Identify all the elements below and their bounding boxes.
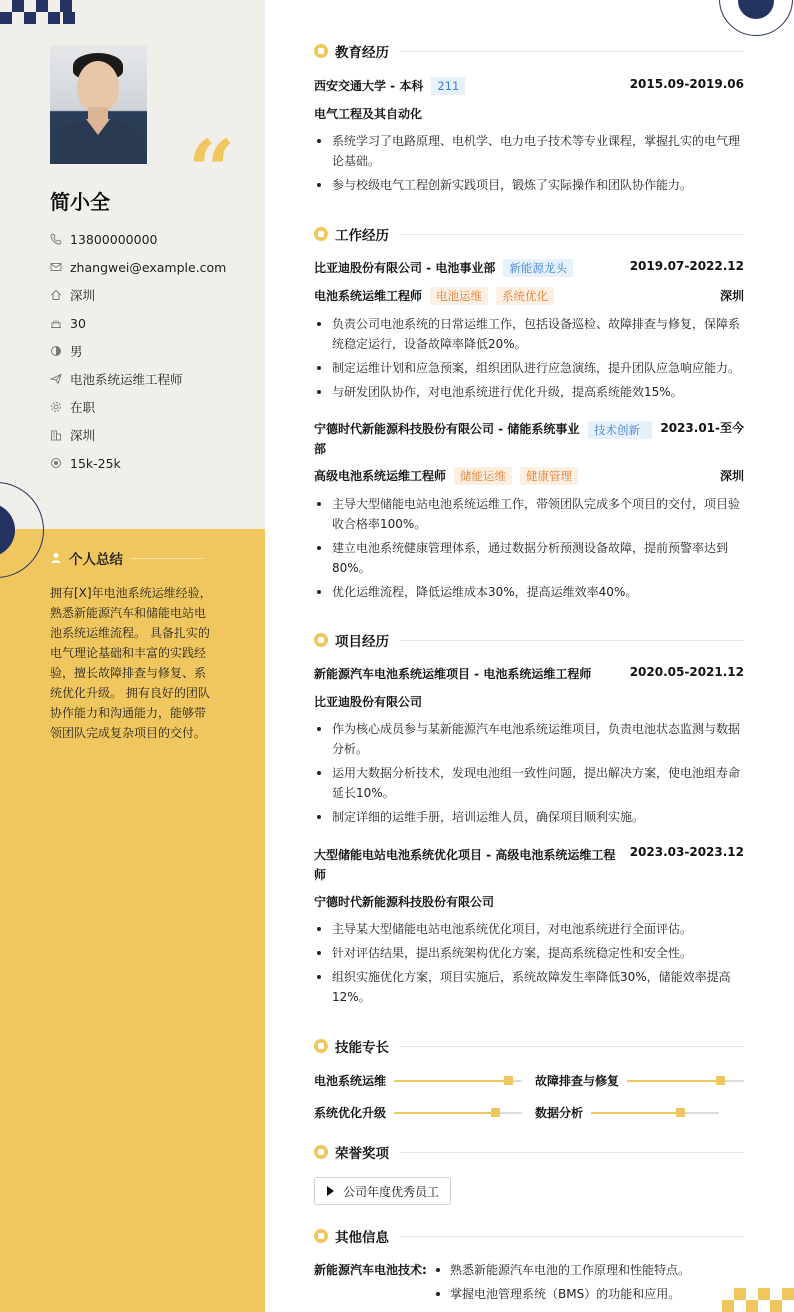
education-row <box>314 77 744 95</box>
checker-pattern-decoration-bottom <box>722 1288 794 1312</box>
summary-divider <box>131 558 203 559</box>
contact-phone-value: 13800000000 <box>70 231 158 247</box>
contact-position-value: 电池系统运维工程师 <box>70 372 183 387</box>
education-section-header <box>314 41 744 61</box>
other-bullets <box>434 1260 690 1308</box>
list-item: 优化运维流程，降低运维成本30%，提高运维效率40%。 <box>314 582 744 602</box>
education-major <box>314 105 744 122</box>
list-item: 熟悉新能源汽车电池的工作原理和性能特点。 <box>434 1260 690 1280</box>
skill-item <box>314 1072 522 1089</box>
summary-title: 个人总结 <box>69 552 123 568</box>
contact-location <box>50 281 226 309</box>
other-title: 其他信息 <box>335 1230 389 1246</box>
phone-icon <box>50 233 62 245</box>
age-icon <box>50 317 62 329</box>
projects-icon <box>314 633 328 647</box>
projects-title: 项目经历 <box>335 634 389 650</box>
contact-phone <box>50 225 226 253</box>
contact-gender-value: 男 <box>70 344 83 359</box>
send-icon <box>50 373 62 385</box>
job-1-date: 2019.07-2022.12 <box>629 259 744 273</box>
checker-pattern-decoration <box>0 0 75 24</box>
user-icon <box>50 552 62 564</box>
contact-salary-value: 15k-25k <box>70 455 121 471</box>
job-2-company: 宁德时代新能源科技股份有限公司 - 储能系统事业部 <box>314 422 580 456</box>
list-item: 主导大型储能电站电池系统运维工作，带领团队完成多个项目的交付，项目验收合格率100%。 <box>314 494 744 534</box>
contact-age <box>50 309 226 337</box>
skill-bar <box>591 1112 719 1114</box>
list-item: 针对评估结果，提出系统架构优化方案，提高系统稳定性和安全性。 <box>314 943 744 963</box>
project-1-org: 比亚迪股份有限公司 <box>314 695 423 709</box>
contact-list <box>50 225 226 477</box>
other-icon <box>314 1229 328 1243</box>
list-item: 运用大数据分析技术，发现电池组一致性问题，提出解决方案，使电池组寿命延长10%。 <box>314 763 744 803</box>
contact-status-value: 在职 <box>70 400 96 415</box>
quote-mark-decoration: “ <box>188 123 236 219</box>
job-1-city: 深圳 <box>719 289 744 303</box>
job-1-skill-tag: 系统优化 <box>496 287 554 305</box>
project-1-date: 2020.05-2021.12 <box>629 665 744 679</box>
job-2-header <box>314 419 744 459</box>
job-2-date: 2023.01-至今 <box>660 421 744 435</box>
education-icon <box>314 44 328 58</box>
mail-icon <box>50 261 62 273</box>
skills-section-header <box>314 1036 744 1056</box>
skill-item <box>535 1104 719 1121</box>
job-1-role-row <box>314 287 744 305</box>
award-badge <box>314 1177 451 1205</box>
honors-icon <box>314 1145 328 1159</box>
skill-item <box>314 1104 522 1121</box>
summary-heading <box>50 548 203 568</box>
list-item: 掌握电池管理系统（BMS）的功能和应用。 <box>434 1284 690 1304</box>
project-1-name: 新能源汽车电池系统运维项目 - 电池系统运维工程师 <box>314 667 592 681</box>
skill-name: 故障排查与修复 <box>535 1074 620 1088</box>
project-1-bullets <box>314 719 744 831</box>
job-2-tag: 技术创新 <box>588 421 652 439</box>
list-item: 主导某大型储能电站电池系统优化项目，对电池系统进行全面评估。 <box>314 919 744 939</box>
work-icon <box>314 227 328 241</box>
gender-icon <box>50 345 62 357</box>
home-icon <box>50 289 62 301</box>
status-icon <box>50 401 62 413</box>
skill-name: 系统优化升级 <box>314 1106 387 1120</box>
job-2-city: 深圳 <box>719 469 744 483</box>
contact-salary <box>50 449 226 477</box>
contact-email <box>50 253 226 281</box>
project-2-org: 宁德时代新能源科技股份有限公司 <box>314 895 495 909</box>
avatar-photo <box>50 45 147 164</box>
contact-gender <box>50 337 226 365</box>
project-2-org-row <box>314 893 744 910</box>
skills-title: 技能专长 <box>335 1040 389 1056</box>
job-2-skill-tag: 储能运维 <box>454 467 512 485</box>
job-2-bullets <box>314 494 744 606</box>
list-item: 组织实施优化方案，项目实施后，系统故障发生率降低30%，储能效率提高12%。 <box>314 967 744 1007</box>
job-2-skill-tag: 健康管理 <box>520 467 578 485</box>
skill-name: 电池系统运维 <box>314 1074 387 1088</box>
play-icon <box>327 1186 334 1196</box>
skill-item <box>535 1072 744 1089</box>
award-name: 公司年度优秀员工 <box>343 1184 440 1199</box>
salary-icon <box>50 457 62 469</box>
job-1-header <box>314 259 744 277</box>
project-2-name: 大型储能电站电池系统优化项目 - 高级电池系统运维工程师 <box>314 848 616 882</box>
job-2-role: 高级电池系统运维工程师 <box>314 469 447 483</box>
contact-position <box>50 365 226 393</box>
project-2-date: 2023.03-2023.12 <box>629 845 744 859</box>
work-title: 工作经历 <box>335 228 389 244</box>
list-item: 参与校级电气工程创新实践项目，锻炼了实际操作和团队协作能力。 <box>314 175 744 195</box>
sidebar <box>0 0 265 1312</box>
contact-age-value: 30 <box>70 315 86 331</box>
circle-decoration-right <box>719 0 793 36</box>
list-item: 系统学习了电路原理、电机学、电力电子技术等专业课程，掌握扎实的电气理论基础。 <box>314 131 744 171</box>
job-1-tag: 新能源龙头 <box>503 259 573 277</box>
education-tag: 211 <box>431 77 465 95</box>
job-1-skill-tag: 电池运维 <box>430 287 488 305</box>
education-major-text: 电气工程及其自动化 <box>314 107 423 121</box>
contact-city-value: 深圳 <box>70 428 96 443</box>
education-date: 2015.09-2019.06 <box>629 77 744 91</box>
list-item: 与研发团队协作，对电池系统进行优化升级，提高系统能效15%。 <box>314 382 744 402</box>
honors-section-header <box>314 1142 744 1162</box>
skill-name: 数据分析 <box>535 1106 584 1120</box>
list-item: 制定运维计划和应急预案，组织团队进行应急演练，提升团队应急响应能力。 <box>314 358 744 378</box>
education-title: 教育经历 <box>335 45 389 61</box>
projects-section-header <box>314 630 744 650</box>
project-1-org-row <box>314 693 744 710</box>
summary-text: 拥有[X]年电池系统运维经验，熟悉新能源汽车和储能电站电池系统运维流程。 具备扎实的电气理论基础和丰富的实践经验，擅长故障排查与修复、系统优化升级。 拥有良好的团队协作能力和沟通能力，能够带领团队完成复杂项目的交付。 <box>50 586 212 740</box>
other-label: 新能源汽车电池技术: <box>314 1263 427 1277</box>
education-school: 西安交通大学 - 本科 <box>314 79 424 93</box>
list-item: 建立电池系统健康管理体系，通过数据分析预测设备故障，提前预警率达到80%。 <box>314 538 744 578</box>
list-item: 负责公司电池系统的日常运维工作，包括设备巡检、故障排查与修复，保障系统稳定运行，设备故障率降低20%。 <box>314 314 744 354</box>
project-2-header <box>314 845 744 885</box>
contact-city <box>50 421 226 449</box>
job-1-company: 比亚迪股份有限公司 - 电池事业部 <box>314 261 496 275</box>
project-2-bullets <box>314 919 744 1011</box>
skill-bar <box>394 1112 522 1114</box>
list-item: 制定详细的运维手册，培训运维人员，确保项目顺利实施。 <box>314 807 744 827</box>
honors-title: 荣誉奖项 <box>335 1146 389 1162</box>
skills-icon <box>314 1039 328 1053</box>
contact-email-value: zhangwei@example.com <box>70 259 227 275</box>
contact-status <box>50 393 226 421</box>
job-2-role-row <box>314 467 744 485</box>
list-item: 作为核心成员参与某新能源汽车电池系统运维项目，负责电池状态监测与数据分析。 <box>314 719 744 759</box>
profile-name: 简小全 <box>50 190 110 214</box>
education-bullets <box>314 131 744 199</box>
job-1-role: 电池系统运维工程师 <box>314 289 423 303</box>
job-1-bullets <box>314 314 744 406</box>
work-section-header <box>314 224 744 244</box>
skill-bar <box>627 1080 744 1082</box>
skill-bar <box>394 1080 522 1082</box>
contact-location-value: 深圳 <box>70 288 96 303</box>
project-1-header <box>314 665 744 682</box>
building-icon <box>50 429 62 441</box>
other-section-header <box>314 1226 744 1246</box>
